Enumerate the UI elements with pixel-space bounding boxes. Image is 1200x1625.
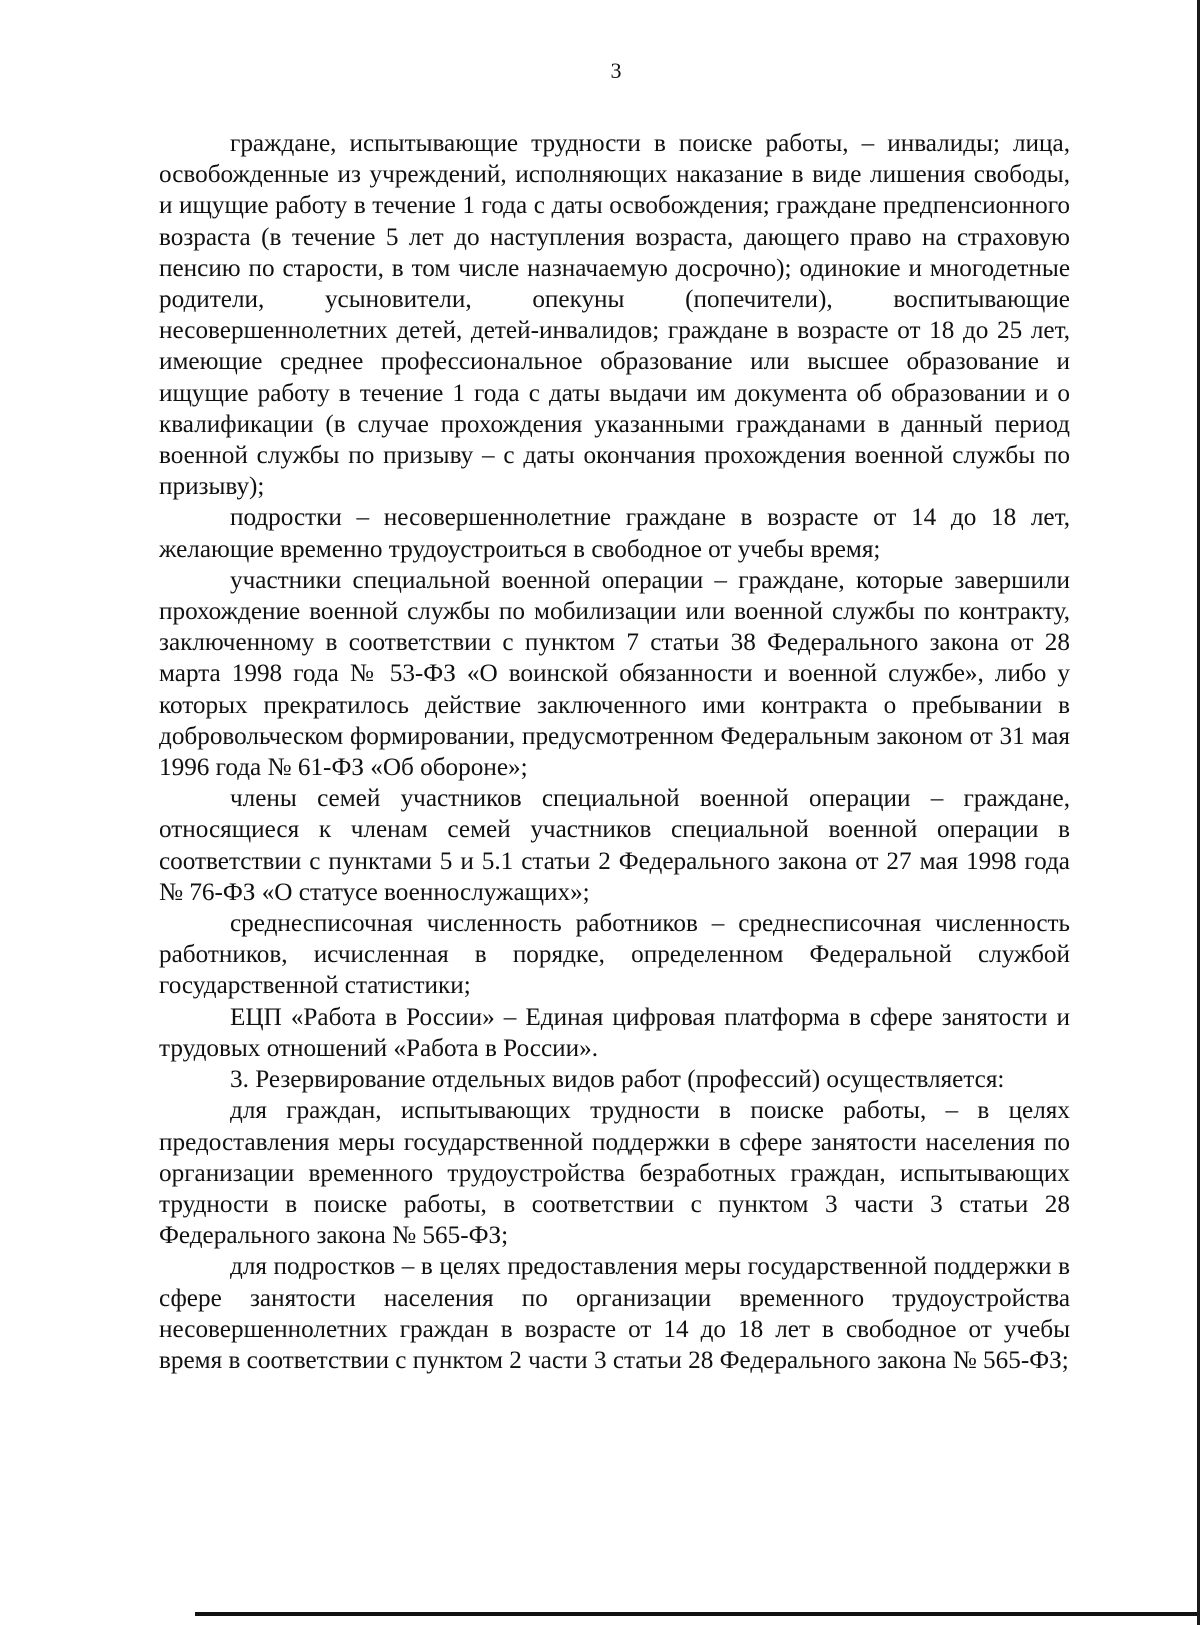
- paragraph-svo-family-members: члены семей участников специальной военной операции – граждане, относящиеся к членам семей участников специальной военной операции в соответствии с пунктами 5 и 5.1 статьи 2 Федерального закона от 27 мая 1998 года № 76-ФЗ «О статусе военнослужащих»;: [159, 785, 1070, 906]
- paragraph-for-teenagers: для подростков – в целях предоставления меры государственной поддержки в сфере занятости населения по организации временного трудоустройства несовершеннолетних граждан в возрасте от 14 до 18 лет в свободное от учебы время в соответствии с пунктом 2 части 3 статьи 28 Федерального закона № 565-ФЗ;: [159, 1253, 1070, 1374]
- page-number: 3: [610, 58, 622, 83]
- paragraph-average-headcount: среднесписочная численность работников – среднесписочная численность работников, исчисленная в порядке, определенном Федеральной службой государственной статистики;: [159, 910, 1070, 1000]
- scan-bottom-edge: [195, 1612, 1200, 1616]
- paragraph-section-3: 3. Резервирование отдельных видов работ (профессий) осуществляется:: [230, 1066, 1005, 1094]
- paragraph-for-hardship-citizens: для граждан, испытывающих трудности в поиске работы, – в целях предоставления меры государственной поддержки в сфере занятости населения по организации временного трудоустройства безработных граждан, испытывающих трудности в поиске работы, в соответствии с пунктом 3 части 3 статьи 28 Федерального закона № 565-ФЗ;: [159, 1097, 1070, 1250]
- document-body: [159, 128, 1070, 1376]
- paragraph-hardship-citizens: граждане, испытывающие трудности в поиске работы, – инвалиды; лица, освобожденные из учреждений, исполняющих наказание в виде лишения свободы, и ищущие работу в течение 1 года с даты освобождения; граждане предпенсионного возраста (в течение 5 лет до наступления возраста, дающего право на страховую пенсию по старости, в том числе назначаемую досрочно); одинокие и многодетные родители, усыновители, опекуны (попечители), воспитывающие несовершеннолетних детей, детей-инвалидов; граждане в возрасте от 18 до 25 лет, имеющие среднее профессиональное образование или высшее образование и ищущие работу в течение 1 года с даты выдачи им документа об образовании и о квалификации (в случае прохождения указанными гражданами в данный период военной службы по призыву – с даты окончания прохождения военной службы по призыву);: [159, 130, 1070, 501]
- paragraph-teenagers: подростки – несовершеннолетние граждане в возрасте от 14 до 18 лет, желающие временно трудоустроиться в свободное от учебы время;: [159, 504, 1070, 563]
- paragraph-svo-participants: участники специальной военной операции – граждане, которые завершили прохождение военной службы по мобилизации или военной службы по контракту, заключенному в соответствии с пунктом 7 статьи 38 Федерального закона от 28 марта 1998 года № 53-ФЗ «О воинской обязанности и военной службе», либо у которых прекратилось действие заключенного ими контракта о пребывании в добровольческом формировании, предусмотренном Федеральным законом от 31 мая 1996 года № 61-ФЗ «Об обороне»;: [159, 566, 1070, 782]
- paragraph-ecp-platform: ЕЦП «Работа в России» – Единая цифровая платформа в сфере занятости и трудовых отношений «Работа в России».: [159, 1003, 1070, 1062]
